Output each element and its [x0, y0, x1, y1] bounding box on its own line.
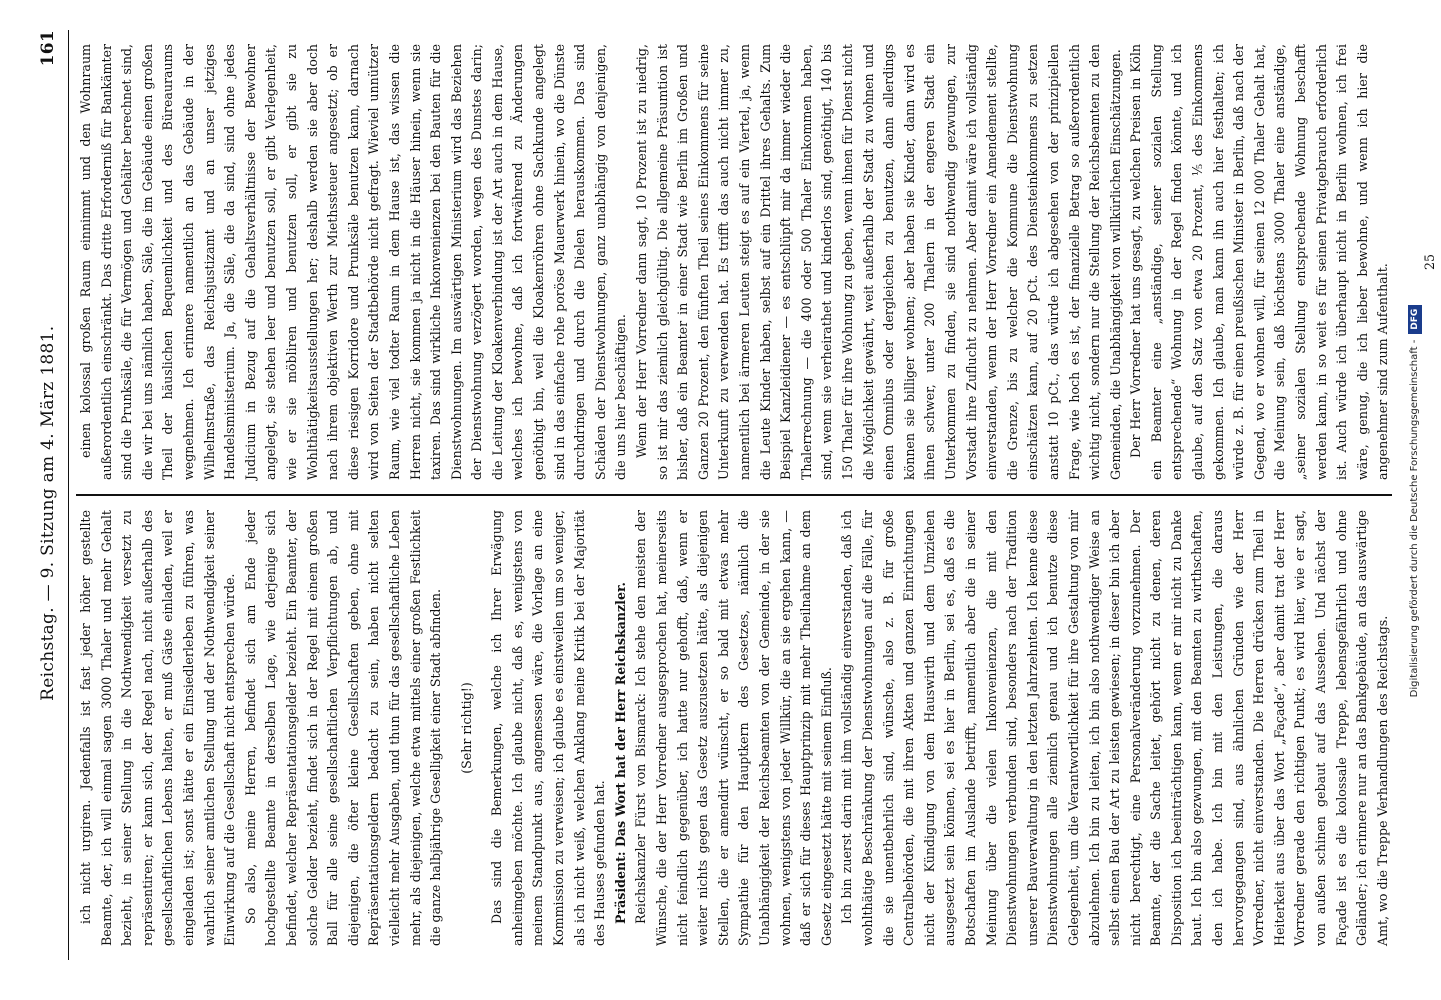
sheet-number: 25	[1422, 253, 1437, 271]
paragraph: So also, meine Herren, befindet sich am Ende jeder hochgestellte Beamte in derselben Lage, wie derjenige sich befindet, welcher Repräsentationsgelder bezieht. Ein Beamter, der solche Gelder bezieht, findet sich in der Regel mit einem großen Ball für alle seine gesellschaftlichen Verpflichtungen ab, und diejenigen, die öfter kleine Gesellschaften geben, ohne mit Repräsentationsgeldern bedacht zu sein, haben nicht selten vielleicht mehr Ausgaben, und thun für das gesellschaftliche Leben mehr, als diejenigen, welche etwa mittels einer großen Festlichkeit die ganze halbjährige Geselligkeit einer Stadt abfinden.	[242, 510, 444, 946]
paragraph: Das sind die Bemerkungen, welche ich Ihrer Erwägung anheimgeben möchte. Ich glaube nicht, daß es, wenigstens von meinem Standpunkt aus, angemessen wäre, die Vorlage an eine Kommission zu verweisen; ich glaube es einstweilen um so weniger, als ich nicht weiß, welchen Anklang meine Kritik bei der Majorität des Hauses gefunden hat.	[489, 510, 608, 946]
speaker-line: Präsident: Das Wort hat der Herr Reichskanzler.	[612, 582, 628, 924]
digitization-credit	[1404, 26, 1426, 976]
page-number: 161	[38, 30, 58, 67]
paragraph: Der Herr Vorredner hat uns gesagt, zu welchen Preisen in Köln ein Beamter eine „anständige, seiner sozialen Stellung entsprechende“ Wohnung in der Regel finden könnte, und ich glaube, auf den Satz von etwa 20 Prozent, ⅕ des Einkommens gekommen. Ich glaube, man kann ihn auch hier festhalten; ich würde z. B. für einen preußischen Minister in Berlin, daß nach der Gegend, wo er wohnen will, für seinen 12 000 Thaler Gehalt hat, die Meinung sein, daß höchstens 3000 Thaler eine anständige, „seiner sozialen Stellung entsprechende Wohnung beschafft werden kann, in so weit es für seinen Privatgebrauch erforderlich ist. Auch würde ich überhaupt nicht in Berlin wohnen, ich frei wäre, genug, die ich lieber bewohne, und wenn ich hier die angenehmer sind zum Aufenthalt.	[1128, 44, 1391, 480]
header-session-title: Reichstag. — 9. Sitzung am 4. März 1881.	[38, 325, 58, 701]
paragraph: ich nicht urgiren. Jedenfalls ist fast jeder höher gestellte Beamte, der, ich will einmal sagen 3000 Thaler und mehr Gehalt bezieht, in seiner Stellung in die Nothwendigkeit versetzt zu repräsentiren; er kann sich, der Regel nach, nicht außerhalb des gesellschaftlichen Lebens halten, er muß Gäste einladen, weil er eingeladen ist; sonst hätte er ein Einsiedlerleben zu führen, was wahrlich seiner amtlichen Stellung und der Nothwendigkeit seiner Einwirkung auf die Gesellschaft nicht entsprechen würde.	[78, 510, 238, 946]
column-left	[76, 496, 1392, 960]
page-header	[38, 30, 69, 960]
interjection: (Sehr richtig!)	[458, 682, 474, 774]
credit-text: Digitalisierung gefördert durch die Deutsche Forschungsgemeinschaft -	[1409, 339, 1420, 698]
paragraph: Reichskanzler Fürst von Bismarck: Ich stehe den meisten der Wünsche, die der Herr Vorredner ausgesprochen hat, meinerseits nicht feindlich gegenüber, ich hatte nur gehofft, daß, wenn er weiter nichts gegen das Gesetz auszusetzen hätte, als diejenigen Stellen, die er amendirt wünscht, er so bald mit etwas mehr Sympathie für den Hauptkern des Gesetzes, nämlich die Unabhängigkeit der Reichsbeamten von der Gemeinde, in der sie wohnen, wenigstens von jeder Willkür, die an sie ergehen kann, — daß er sich für dieses Hauptprinzip mit mehr Theilnahme an dem Gesetz eingesetzt hätte mit seinem Einfluß.	[633, 510, 834, 946]
paragraph: einen kolossal großen Raum einnimmt und den Wohnraum außerordentlich einschränkt. Das dritte Erforderniß für Bankämter sind die Prunksäle, die für Vermögen und Gehälter berechnet sind, die wir bei uns nämlich haben, Säle, die im Gebäude einen großen Theil der häuslichen Bequemlichkeit und des Büreauraums wegnehmen. Ich erinnere namentlich an das Gebäude in der Wilhelmstraße, das Reichsjustizamt und an unser jetziges Handelsministerium. Ja, die Säle, die da sind, sind ohne jedes Judicium in Bezug auf die Gehaltsverhältnisse der Bewohner angelegt, sie stehen leer und benutzen soll, er gibt Verlegenheit, wie er sie möbliren und benutzen soll, er gibt sie zu Wohlthätigkeitsausstellungen her; deshalb werden sie aber doch nach ihrem objektiven Werth zur Miethssteuer angesetzt; ob er diese riesigen Korridore und Prunksäle benutzen kann, darnach wird von Seiten der Stadtbehörde nicht gefragt. Wieviel unnützer Raum, wie viel todter Raum in dem Hause ist, das wissen die Herren nicht, sie kommen ja nicht in die Häuser hinein, wenn sie taxiren. Das sind wirkliche Inkonvenienzen bei den Bauten für die Dienstwohnungen. Im auswärtigen Ministerium wird das Beziehen der Dienstwohnung verzögert worden, wegen des Dunstes darin; die Leitung der Kloakenverbindung ist der Art auch in dem Hause, welches ich bewohne, daß ich fortwährend zu Änderungen genöthigt bin, weil die Kloakenröhren ohne Sachkunde angelegt sind in das einfache rohe poröse Mauerwerk hinein, wo die Dünste durchdringen und durch die Dielen herauskommen. Das sind Schäden der Dienstwohnungen, ganz unabhängig von denjenigen, die uns hier beschäftigen.	[78, 44, 629, 480]
paragraph: Wenn der Herr Vorredner dann sagt, 10 Prozent ist zu niedrig, so ist mir das ziemlich gleichgültig. Die allgemeine Präsumtion ist bisher, daß ein Beamter in einer Stadt wie Berlin im Großen und Ganzen 20 Prozent, den fünften Theil seines Einkommens für seine Unterkunft zu verwenden hat. Es trifft das auch nicht immer zu, namentlich bei ärmeren Leuten steigt es auf ein Viertel, ja, wenn die Leute Kinder haben, selbst auf ein Drittel ihres Gehalts. Zum Beispiel Kanzleidiener — es entschlüpft mir da immer wieder die Thalerrechnung — die 400 oder 500 Thaler Einkommen haben, sind, wenn sie verheirathet und kinderlos sind, genöthigt, 140 bis 150 Thaler für ihre Wohnung zu geben, wenn ihnen für Dienst nicht die Möglichkeit gewährt, weit außerhalb der Stadt zu wohnen und einen Omnibus oder dergleichen zu benutzen, dann allerdings können sie billiger wohnen; aber haben sie Kinder, dann wird es ihnen schwer, unter 200 Thalern in der engeren Stadt ein Unterkommen zu finden, sie sind nothwendig gezwungen, zur Vorstadt ihre Zuflucht zu nehmen. Aber damit wäre ich vollständig einverstanden, wenn der Herr Vorredner ein Amendement stellte, die Grenze, bis zu welcher die Kommune die Dienstwohnung einschätzen kann, auf 20 pCt. des Diensteinkommens zu setzen anstatt 10 pCt., das würde ich abgesehen von der prinzipiellen Frage, wie hoch es ist, der finanzielle Betrag so außerordentlich wichtig nicht, sondern nur die Stellung der Reichsbeamten zu den Gemeinden, die Unabhängigkeit von willkürlichen Einschätzungen.	[634, 44, 1123, 480]
dfg-logo: DFG	[1408, 305, 1422, 334]
paragraph: Ich bin zuerst darin mit ihm vollständig einverstanden, daß ich wohlthätige Beschränkung der Dienstwohnungen auf die Fälle, für die sie unentbehrlich sind, wünsche, also z. B. für große Centralbehörden, die mit ihren Akten und ganzen Einrichtungen nicht der Kündigung von dem Hauswirth und dem Umziehen ausgesetzt sein können, sei es hier in Berlin, sei es, daß es die Botschaften im Auslande betrifft, namentlich aber die in seiner Meinung über die vielen Inkonvenienzen, die mit den Dienstwohnungen verbunden sind, besonders nach der Tradition unserer Bauverwaltung in den letzten Jahrzehnten. Ich kenne diese Dienstwohnungen alle ziemlich genau und ich benutze diese Gelegenheit, um die Verantwortlichkeit für ihre Gestaltung von mir abzulehnen. Ich bin zu leiten, ich bin also nothwendiger Weise an selbst einen Bau der Art zu leisten gewiesen; in dieser bin ich aber nicht berechtigt, eine Personalveränderung vorzunehmen. Der Beamte, der die Sache leitet, gehört nicht zu denen, deren Disposition ich beeinträchtigen kann, wenn er mir nicht zu Danke baut. Ich bin also gezwungen, mit den Beamten zu wirthschaften, den ich habe. Ich bin mit den Leistungen, die daraus hervorgegangen sind, aus ähnlichen Gründen wie der Herr Vorredner, nicht einverstanden. Die Herren drücken zum Theil in Heiterkeit aus über das Wort „Façade“, aber damit trat der Herr Vorredner gerade den richtigen Punkt; es wird hier, wie er sagt, von außen schinen gebaut auf das Aussehen. Und nächst der Façade ist es die kolossale Treppe, lebensgefährlich und ohne Geländer; ich erinnere nur an das Bankgebäude, an das auswärtige Amt, wo die Treppe Verhandlungen des Reichstags.	[839, 510, 1390, 946]
